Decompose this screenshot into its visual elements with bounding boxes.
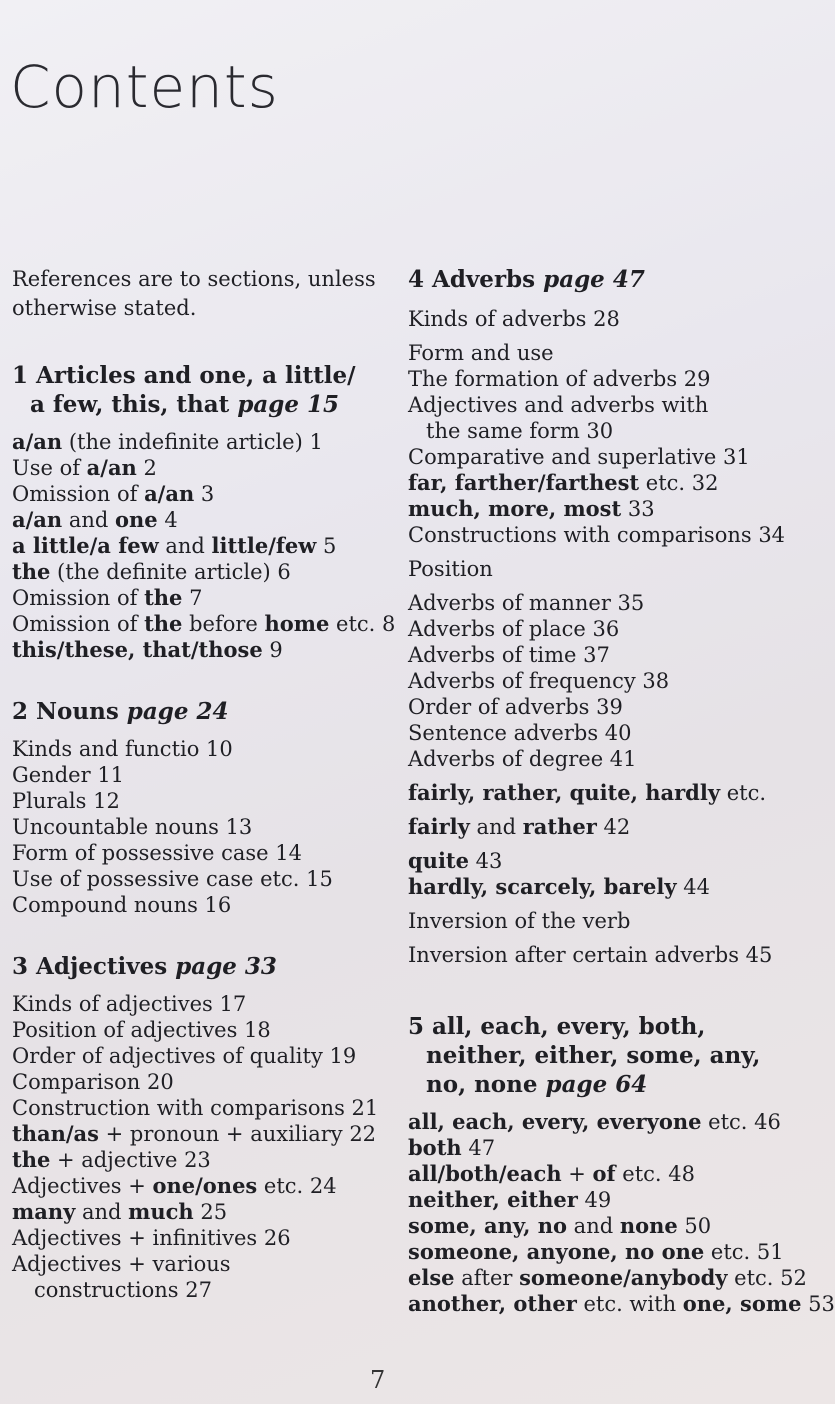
text-run: another, other [408,1291,577,1316]
section-heading [408,265,808,294]
toc-entry [12,1095,392,1121]
text-run: a few, this, that [30,391,238,418]
text-run: 2 [136,456,157,480]
intro-note: References are to sections, unless otherwise stated. [12,267,376,320]
text-run: etc. 51 [704,1240,784,1264]
toc-entry [12,814,392,840]
text-run: a/an [12,507,63,532]
text-run: before [182,612,265,636]
text-run: + [561,1162,593,1186]
toc-entry [408,1187,808,1213]
text-run: far, farther/farthest [408,470,640,495]
text-run: the [144,611,183,636]
text-run: one [115,507,158,532]
entry-list [12,736,392,918]
page-number: 7 [370,1366,386,1394]
text-run: 25 [193,1200,228,1224]
text-run: else [408,1265,455,1290]
toc-entry: Adjectives and adverbs with [408,393,709,417]
section-heading [12,952,392,981]
text-run: all/both/each [408,1161,562,1186]
text-run: 1 Articles and [12,362,200,389]
toc-entry: Constructions with comparisons 34 [408,523,786,547]
toc-entry [408,848,808,874]
heading-line [12,698,229,725]
text-run: Adjectives + various [12,1252,231,1276]
text-run: than/as [12,1121,99,1146]
section-3 [12,952,392,1303]
toc-entry [12,481,392,507]
text-run: one, a little/ [199,362,356,389]
text-run: Omission of [12,612,145,636]
text-run: Gender 11 [12,763,125,787]
text-run: a/an [144,481,195,506]
toc-entry [408,496,808,522]
toc-entry [12,892,392,918]
text-run: both [408,1135,462,1160]
text-run: 49 [577,1188,612,1212]
text-run: Adjectives + infinitives 26 [12,1226,291,1250]
text-run: etc. [720,781,767,805]
toc-entry: Kinds of adverbs 28 [408,307,620,331]
text-run: etc. with [576,1292,683,1316]
text-run: 33 [621,497,655,521]
text-run: Construction with comparisons 21 [12,1096,379,1120]
text-run: and [158,534,212,558]
toc-entry: Order of adverbs 39 [408,695,623,719]
toc-entry [408,470,808,496]
text-run: 3 Adjectives [12,953,176,980]
toc-entry [12,991,392,1017]
text-run: someone/anybody [519,1265,728,1290]
toc-entry: Form and use [408,341,554,365]
text-run: fairly, rather, quite, hardly [408,780,721,805]
text-run: quite [408,848,469,873]
section-heading [12,697,392,726]
text-run: etc. 46 [701,1110,781,1134]
text-run: this/these, that/those [12,637,263,662]
text-run: much [128,1199,194,1224]
toc-entry [12,637,392,663]
heading-line [12,362,356,389]
text-run: Form of possessive case 14 [12,841,302,865]
toc-entry [408,1161,808,1187]
toc-entry: Adverbs of frequency 38 [408,669,670,693]
toc-entry [12,736,392,762]
entry-continuation: constructions 27 [34,1278,212,1302]
toc-entry: Adverbs of time 37 [408,643,610,667]
entry-list [12,429,396,663]
text-run: Comparison 20 [12,1070,174,1094]
toc-entry [12,611,396,637]
toc-entry [12,585,392,611]
heading-line-cont: neither, either, some, any, [426,1042,761,1069]
text-run: page 47 [543,266,645,293]
text-run: many [12,1199,76,1224]
text-run: etc. 8 [329,612,396,636]
text-run: little/few [211,533,317,558]
text-run: rather [522,814,597,839]
text-run: + pronoun + auxiliary 22 [98,1122,377,1146]
toc-entry [12,1225,392,1251]
text-run: + adjective 23 [50,1148,211,1172]
text-run: 5 [408,1013,433,1040]
section-5 [408,1012,835,1317]
text-run: home [264,611,330,636]
section-2 [12,697,392,918]
text-run: of [592,1161,616,1186]
left-column [12,265,396,1303]
toc-entry [12,762,392,788]
text-run: one, some [682,1291,802,1316]
toc-entry [408,874,808,900]
text-run: Plurals 12 [12,789,120,813]
text-run: a little/a few [12,533,159,558]
text-run: one/ones [152,1173,258,1198]
toc-entry: Adverbs of manner 35 [408,591,645,615]
toc-entry: Inversion of the verb [408,909,631,933]
text-run: (the definite article) 6 [50,560,291,584]
heading-line-cont [12,390,392,419]
toc-entry [12,1173,392,1199]
text-run: none [619,1213,678,1238]
text-run: Adjectives + [12,1174,153,1198]
toc-entry [408,1265,808,1291]
section-heading [12,361,392,419]
toc-entry: Adverbs of place 36 [408,617,620,641]
toc-entry: the same form 30 [426,419,614,443]
text-run: some, any, no [408,1213,567,1238]
text-run: Uncountable nouns 13 [12,815,253,839]
toc-entry [12,559,392,585]
heading-line [12,953,277,980]
text-run: 4 [408,266,433,293]
text-run: etc. 48 [615,1162,695,1186]
text-run: Position of adjectives 18 [12,1018,271,1042]
text-run: 53 [801,1292,835,1316]
toc-entry [12,1069,392,1095]
text-run: Compound nouns 16 [12,893,232,917]
entry-list [408,306,808,968]
toc-entry [408,814,808,840]
text-run: and [62,508,115,532]
text-run: 42 [596,815,631,839]
toc-entry [12,1043,392,1069]
section-heading [408,1012,808,1099]
toc-entry [408,1213,808,1239]
text-run: 3 [194,482,215,506]
right-column [408,265,835,1351]
text-run: etc. 32 [639,471,719,495]
toc-entry [12,866,392,892]
text-run: etc. 52 [727,1266,807,1290]
text-run: the [12,1147,51,1172]
text-run: 4 [157,508,178,532]
text-run: (the indefinite article) 1 [62,430,323,454]
text-run: and [75,1200,129,1224]
text-run: page 15 [237,391,340,418]
toc-entry: Inversion after certain adverbs 45 [408,943,773,967]
text-run: and [567,1214,620,1238]
text-run: 5 [316,534,337,558]
text-run: all, each, every, both, [432,1013,706,1040]
text-run: 9 [262,638,283,662]
text-run: etc. 24 [257,1174,337,1198]
toc-entry: Adverbs of degree 41 [408,747,637,771]
entry-list [408,1109,835,1317]
text-run: Omission of [12,586,145,610]
text-run: a/an [12,429,63,454]
text-run: fairly [408,814,470,839]
text-run: hardly, scarcely, barely [408,874,677,899]
toc-entry [408,1109,808,1135]
text-run: Omission of [12,482,145,506]
heading-line-cont [408,1070,808,1099]
text-run: Adverbs [432,266,544,293]
toc-entry [408,780,808,806]
toc-entry [12,429,392,455]
page-title: Contents [10,53,279,121]
text-run: after [454,1266,520,1290]
toc-entry [12,788,392,814]
text-run: much, more, most [408,496,622,521]
text-run: and [469,815,523,839]
text-run: page 64 [545,1071,648,1098]
text-run: someone, anyone, no one [408,1239,705,1264]
text-run: 47 [461,1136,496,1160]
text-run: Use of possessive case etc. 15 [12,867,333,891]
section-4 [408,265,808,968]
text-run: 2 Nouns [12,698,127,725]
toc-entry [12,533,392,559]
entry-list [12,991,392,1277]
toc-entry [12,1121,392,1147]
toc-entry [12,1251,392,1277]
text-run: Use of [12,456,87,480]
text-run: Kinds and functio 10 [12,737,233,761]
heading-line [408,266,645,293]
text-run: Kinds of adjectives 17 [12,992,247,1016]
toc-entry [12,507,392,533]
text-run: page 24 [126,698,229,725]
text-run: page 33 [175,953,277,980]
text-run: 50 [677,1214,712,1238]
toc-entry [12,455,392,481]
toc-entry: The formation of adverbs 29 [408,367,711,391]
section-1 [12,361,396,663]
heading-line [408,1013,705,1040]
text-run: the [12,559,51,584]
text-run: 43 [469,849,503,873]
toc-entry [12,840,392,866]
toc-entry: Position [408,557,493,581]
toc-entry [408,1291,835,1317]
text-run: 7 [182,586,203,610]
toc-entry [408,1135,808,1161]
text-run: neither, either [408,1187,578,1212]
text-run: Order of adjectives of quality 19 [12,1044,357,1068]
toc-entry: Comparative and superlative 31 [408,445,750,469]
text-run: no, none [426,1071,546,1098]
toc-entry [12,1199,392,1225]
text-run: 44 [676,875,710,899]
toc-entry [12,1147,392,1173]
toc-entry [408,1239,808,1265]
text-run: a/an [86,455,137,480]
text-run: the [144,585,183,610]
toc-entry [12,1017,392,1043]
toc-entry: Sentence adverbs 40 [408,721,632,745]
text-run: all, each, every, everyone [408,1109,702,1134]
